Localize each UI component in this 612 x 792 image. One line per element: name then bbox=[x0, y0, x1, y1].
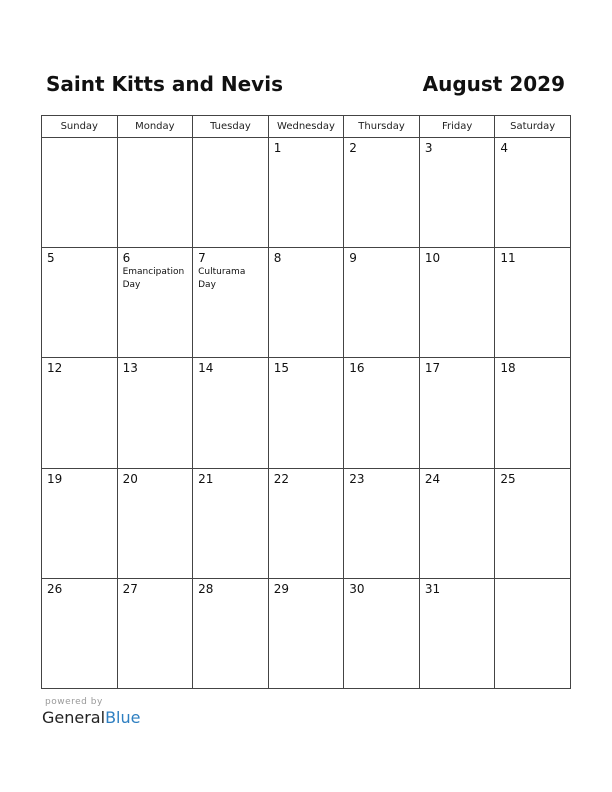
day-cell bbox=[419, 468, 495, 578]
day-number: 3 bbox=[424, 141, 433, 155]
weekday-header: Thursday bbox=[344, 116, 420, 138]
day-cell bbox=[117, 248, 193, 358]
day-cell bbox=[495, 248, 571, 358]
day-number: 15 bbox=[273, 361, 289, 376]
day-number: 23 bbox=[349, 471, 365, 486]
day-number: 2 bbox=[349, 141, 357, 155]
holiday-label: Culturama Day bbox=[198, 267, 246, 291]
day-number: 19 bbox=[47, 471, 63, 486]
day-cell bbox=[495, 578, 571, 688]
day-cell bbox=[344, 468, 420, 578]
day-number: 9 bbox=[349, 251, 357, 266]
day-number: 28 bbox=[198, 581, 214, 596]
day-number: 7 bbox=[198, 251, 206, 266]
week-row bbox=[42, 358, 571, 468]
day-cell bbox=[344, 248, 420, 358]
day-number: 30 bbox=[349, 581, 365, 596]
day-number: 8 bbox=[273, 251, 282, 266]
week-row bbox=[42, 138, 571, 248]
day-cell bbox=[495, 138, 571, 248]
day-number: 13 bbox=[122, 361, 138, 376]
day-number: 26 bbox=[47, 581, 63, 596]
day-number: 27 bbox=[122, 581, 138, 596]
day-cell bbox=[268, 248, 344, 358]
day-number: 18 bbox=[500, 361, 516, 376]
day-cell bbox=[117, 578, 193, 688]
day-number: 12 bbox=[47, 361, 63, 376]
day-number: 29 bbox=[273, 581, 289, 596]
week-row bbox=[42, 248, 571, 358]
day-cell bbox=[344, 358, 420, 468]
day-cell bbox=[42, 358, 118, 468]
day-cell bbox=[268, 468, 344, 578]
weekday-header: Friday bbox=[419, 116, 495, 138]
day-number: 4 bbox=[500, 141, 509, 155]
day-cell bbox=[42, 138, 118, 248]
brand-name-part1: General bbox=[42, 708, 106, 727]
weekday-header-row bbox=[42, 116, 571, 138]
day-cell bbox=[419, 248, 495, 358]
day-cell bbox=[193, 578, 269, 688]
day-cell bbox=[419, 358, 495, 468]
day-number: 24 bbox=[424, 471, 441, 486]
day-cell bbox=[344, 578, 420, 688]
day-cell bbox=[193, 468, 269, 578]
brand-name-part2: Blue bbox=[105, 708, 141, 727]
day-cell bbox=[419, 578, 495, 688]
day-number: 25 bbox=[500, 471, 516, 486]
day-number: 1 bbox=[273, 141, 282, 155]
day-cell bbox=[117, 468, 193, 578]
weekday-header: Saturday bbox=[495, 116, 571, 138]
powered-by-label: powered by bbox=[45, 697, 103, 707]
day-number: 21 bbox=[198, 471, 214, 486]
week-row bbox=[42, 578, 571, 688]
day-cell bbox=[117, 138, 193, 248]
day-number: 5 bbox=[47, 251, 55, 266]
day-number: 6 bbox=[122, 251, 131, 266]
day-number: 10 bbox=[424, 251, 441, 266]
country-title: Saint Kitts and Nevis bbox=[46, 72, 283, 96]
holiday-label: Emancipation Day bbox=[122, 267, 185, 291]
day-cell bbox=[268, 138, 344, 248]
day-cell bbox=[117, 358, 193, 468]
day-number: 20 bbox=[122, 471, 138, 486]
day-cell bbox=[495, 468, 571, 578]
weekday-header: Sunday bbox=[42, 116, 118, 138]
day-cell bbox=[193, 138, 269, 248]
day-cell bbox=[495, 358, 571, 468]
day-number: 11 bbox=[500, 251, 516, 266]
day-number: 16 bbox=[349, 361, 365, 376]
weekday-header: Tuesday bbox=[193, 116, 269, 138]
day-cell bbox=[193, 248, 269, 358]
week-row bbox=[42, 468, 571, 578]
day-number: 17 bbox=[424, 361, 441, 376]
calendar-grid bbox=[41, 115, 571, 689]
month-year-title: August 2029 bbox=[422, 72, 565, 96]
weekday-header: Wednesday bbox=[268, 116, 344, 138]
day-cell bbox=[344, 138, 420, 248]
day-cell bbox=[419, 138, 495, 248]
day-number: 22 bbox=[273, 471, 289, 486]
day-cell bbox=[268, 578, 344, 688]
day-cell bbox=[42, 248, 118, 358]
day-cell bbox=[42, 578, 118, 688]
day-cell bbox=[268, 358, 344, 468]
day-number: 14 bbox=[198, 361, 214, 376]
generalblue-logo[interactable] bbox=[42, 708, 140, 728]
day-cell bbox=[42, 468, 118, 578]
day-number: 31 bbox=[424, 581, 441, 596]
day-cell bbox=[193, 358, 269, 468]
weekday-header: Monday bbox=[117, 116, 193, 138]
